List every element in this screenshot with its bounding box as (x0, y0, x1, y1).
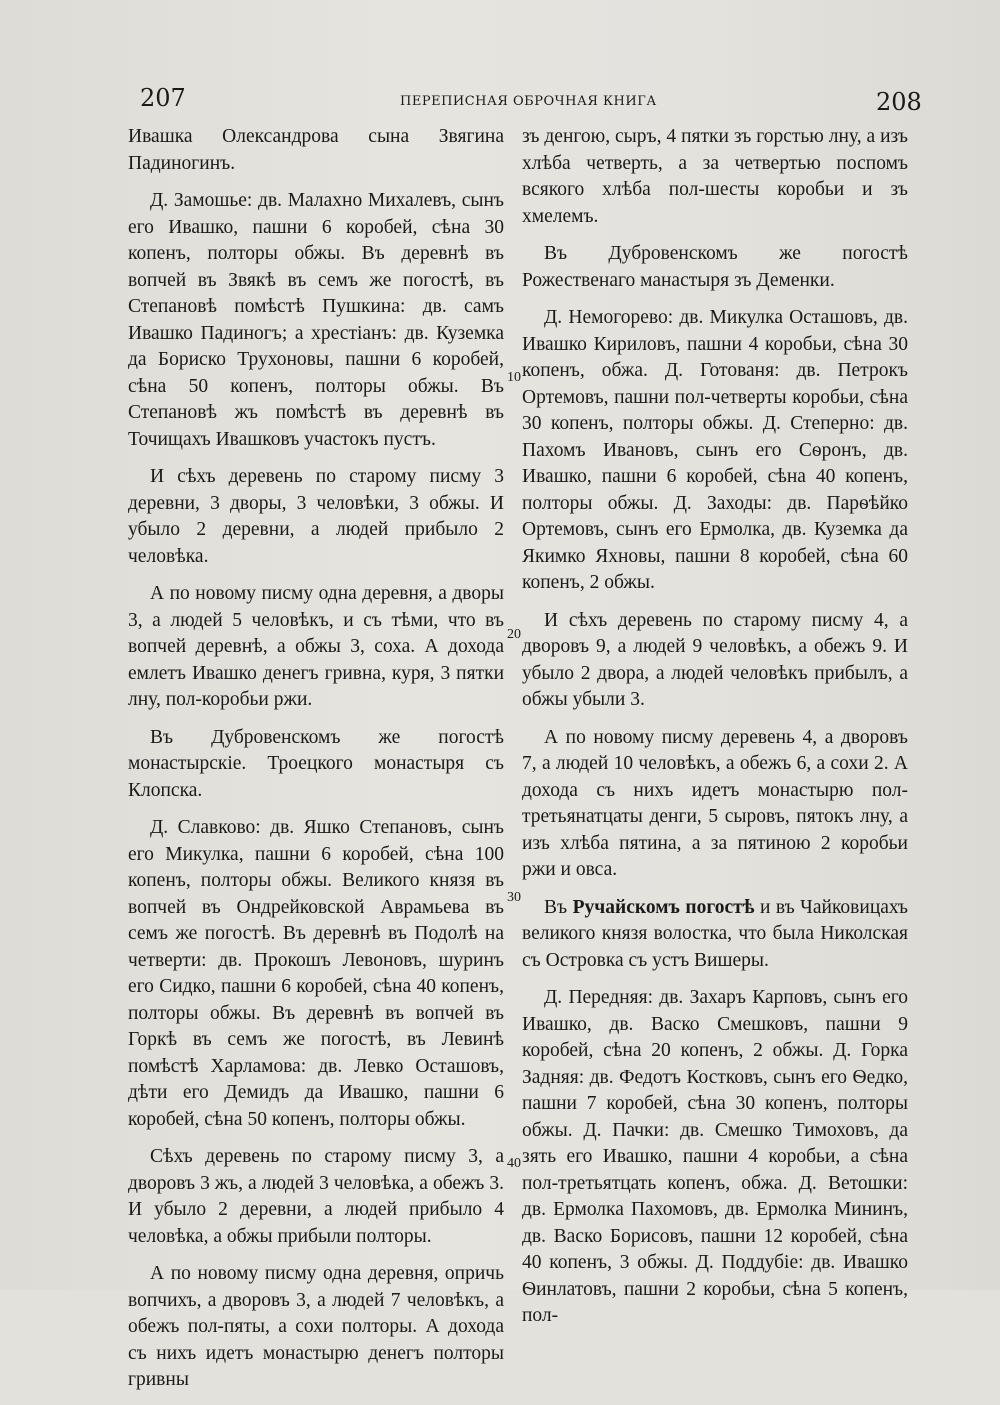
paragraph: Въ Дубровенскомъ же погостѣ монастырскіе. Троецкого монастыря съ Клопска. (128, 726, 504, 801)
paragraph: А по новому писму одна деревня, опричь вопчихъ, а дворовъ 3, а людей 7 человѣкъ, а обежъ пол-пяты, а сохи полторы. А дохода съ нихъ идетъ монастырю денегъ полторы гривны (128, 1263, 504, 1390)
left-column (128, 124, 504, 1405)
paragraph: Д. Передняя: дв. Захаръ Карповъ, сынъ его Ивашко, дв. Васко Смешковъ, пашни 9 коробей, сѣна 20 копенъ, 2 обжы. Д. Горка Задняя: дв. Федотъ Костковъ, сынъ его Ѳедко, пашни 7 коробей, сѣна 30 копенъ, полторы обжы. Д. Пачки: дв. Смешко Тимоховъ, да зять его Ивашко, пашни 4 коробьи, а сѣна пол-третьятцать копенъ, обжа. Д. Ветошки: дв. Ермолка Пахомовъ, дв. Ермолка Мининъ, дв. Васко Борисовъ, пашни 12 коробей, сѣна 40 копенъ, 3 обжы. Д. Поддубіе: дв. Ивашко Ѳинлатовъ, пашни 2 коробьи, сѣна 5 копенъ, пол- (522, 987, 908, 1326)
paragraph: Сѣхъ деревень по старому писму 3, а дворовъ 3 жъ, а людей 3 человѣка, а обежъ 3. И убыло 2 деревни, а людей прибыло 4 человѣка, а обжы прибыли полторы. (128, 1146, 504, 1247)
line-number: 20 (507, 627, 521, 642)
running-title: ПЕРЕПИСНАЯ ОБРОЧНАЯ КНИГА (400, 94, 657, 109)
paragraph: Д. Немогорево: дв. Микулка Осташовъ, дв. Ивашко Кириловъ, пашни 4 коробьи, сѣна 30 копенъ, обжа. Д. Готованя: дв. Петрокъ Ортемовъ, пашни пол-четверты коробьи, сѣна 30 копенъ, полторы обжы. Д. Степерно: дв. Пахомъ Ивановъ, сынъ его Сѳронъ, дв. Ивашко, пашни 6 коробей, сѣна 40 копенъ, полторы обжы. Д. Заходы: дв. Парѳѣйко Ортемовъ, сынъ его Ермолка, дв. Куземка да Якимко Яхновы, пашни 8 коробей, сѣна 60 копенъ, 2 обжы. (522, 307, 908, 593)
paragraph: Д. Славково: дв. Яшко Степановъ, сынъ его Микулка, пашни 6 коробей, сѣна 100 копенъ, полторы обжы. Великого князя въ вопчей въ Ондрейковской Аврамьева въ семъ же погостѣ. Въ деревнѣ въ Подолѣ на четверти: дв. Прокошъ Левоновъ, шуринъ его Сидко, пашни 6 коробей, сѣна 40 копенъ, полторы обжы. Въ деревнѣ въ вопчей въ Горкѣ въ семъ же погостѣ, въ Левинѣ помѣстѣ Харламова: дв. Левко Осташовъ, дѣти его Демидъ да Ивашко, пашни 6 коробей, сѣна 50 копенъ, полторы обжы. (128, 817, 504, 1130)
line-number: 10 (507, 370, 521, 385)
right-column (522, 124, 908, 1341)
text-run: Въ (544, 896, 573, 918)
paragraph: Въ Дубровенскомъ же погостѣ Рожественаго манастыря зъ Деменки. (522, 243, 908, 291)
paragraph: А по новому писму одна деревня, а дворы 3, а людей 5 человѣкъ, и съ тѣми, что въ вопчей деревнѣ, а обжы 3, соха. А дохода емлетъ Ивашко денегъ гривна, куря, 3 пятки лну, пол-коробьи ржи. (128, 583, 504, 710)
paragraph: И сѣхъ деревень по старому писму 4, а дворовъ 9, а людей 9 человѣкъ, а обежъ 9. И убыло 2 двора, а людей человѣкъ прибылъ, а обжы убыли 3. (522, 609, 908, 710)
page-number-right: 208 (876, 88, 922, 116)
section-heading-paragraph (522, 895, 908, 975)
text-run: и въ Чайковицахъ великого князя волостка, что была Николская съ Островка съ устъ Вишеры. (522, 896, 909, 971)
page-number-left: 207 (140, 84, 186, 112)
line-number: 40 (507, 1156, 521, 1171)
paragraph: Д. Замошье: дв. Малахно Михалевъ, сынъ его Ивашко, пашни 6 коробей, сѣна 30 копенъ, полторы обжы. Въ деревнѣ въ вопчей въ Звякѣ въ семъ же погостѣ, въ Степановѣ помѣстѣ Пушкина: дв. самъ Ивашко Падиногъ; а хрестіанъ: дв. Куземка да Бориско Трухоновы, пашни 6 коробей, сѣна 50 копенъ, полторы обжы. Въ Степановѣ жъ помѣстѣ въ деревнѣ въ Точищахъ Ивашковъ участокъ пустъ. (128, 190, 504, 450)
bold-place-name: Ручайскомъ погостѣ (572, 896, 755, 918)
paragraph: А по новому писму деревень 4, а дворовъ 7, а людей 10 человѣкъ, а обежъ 6, а сохи 2. А дохода съ нихъ идетъ монастырю пол-третьянатцаты денги, 5 сыровъ, пятокъ лну, а изъ хлѣба пятина, а за пятиною 2 коробьи ржи и овса. (522, 726, 908, 880)
paragraph: И сѣхъ деревень по старому писму 3 деревни, 3 дворы, 3 человѣки, 3 обжы. И убыло 2 деревни, а людей прибыло 2 человѣка. (128, 466, 504, 567)
paragraph: зъ денгою, сыръ, 4 пятки зъ горстью лну, а изъ хлѣба четверть, а за четвертью поспомъ всякого хлѣба пол-шесты коробьи и зъ хмелемъ. (522, 126, 908, 227)
paragraph: Ивашка Олександрова сына Звягина Падиногинъ. (128, 126, 504, 174)
line-number: 30 (507, 890, 521, 905)
